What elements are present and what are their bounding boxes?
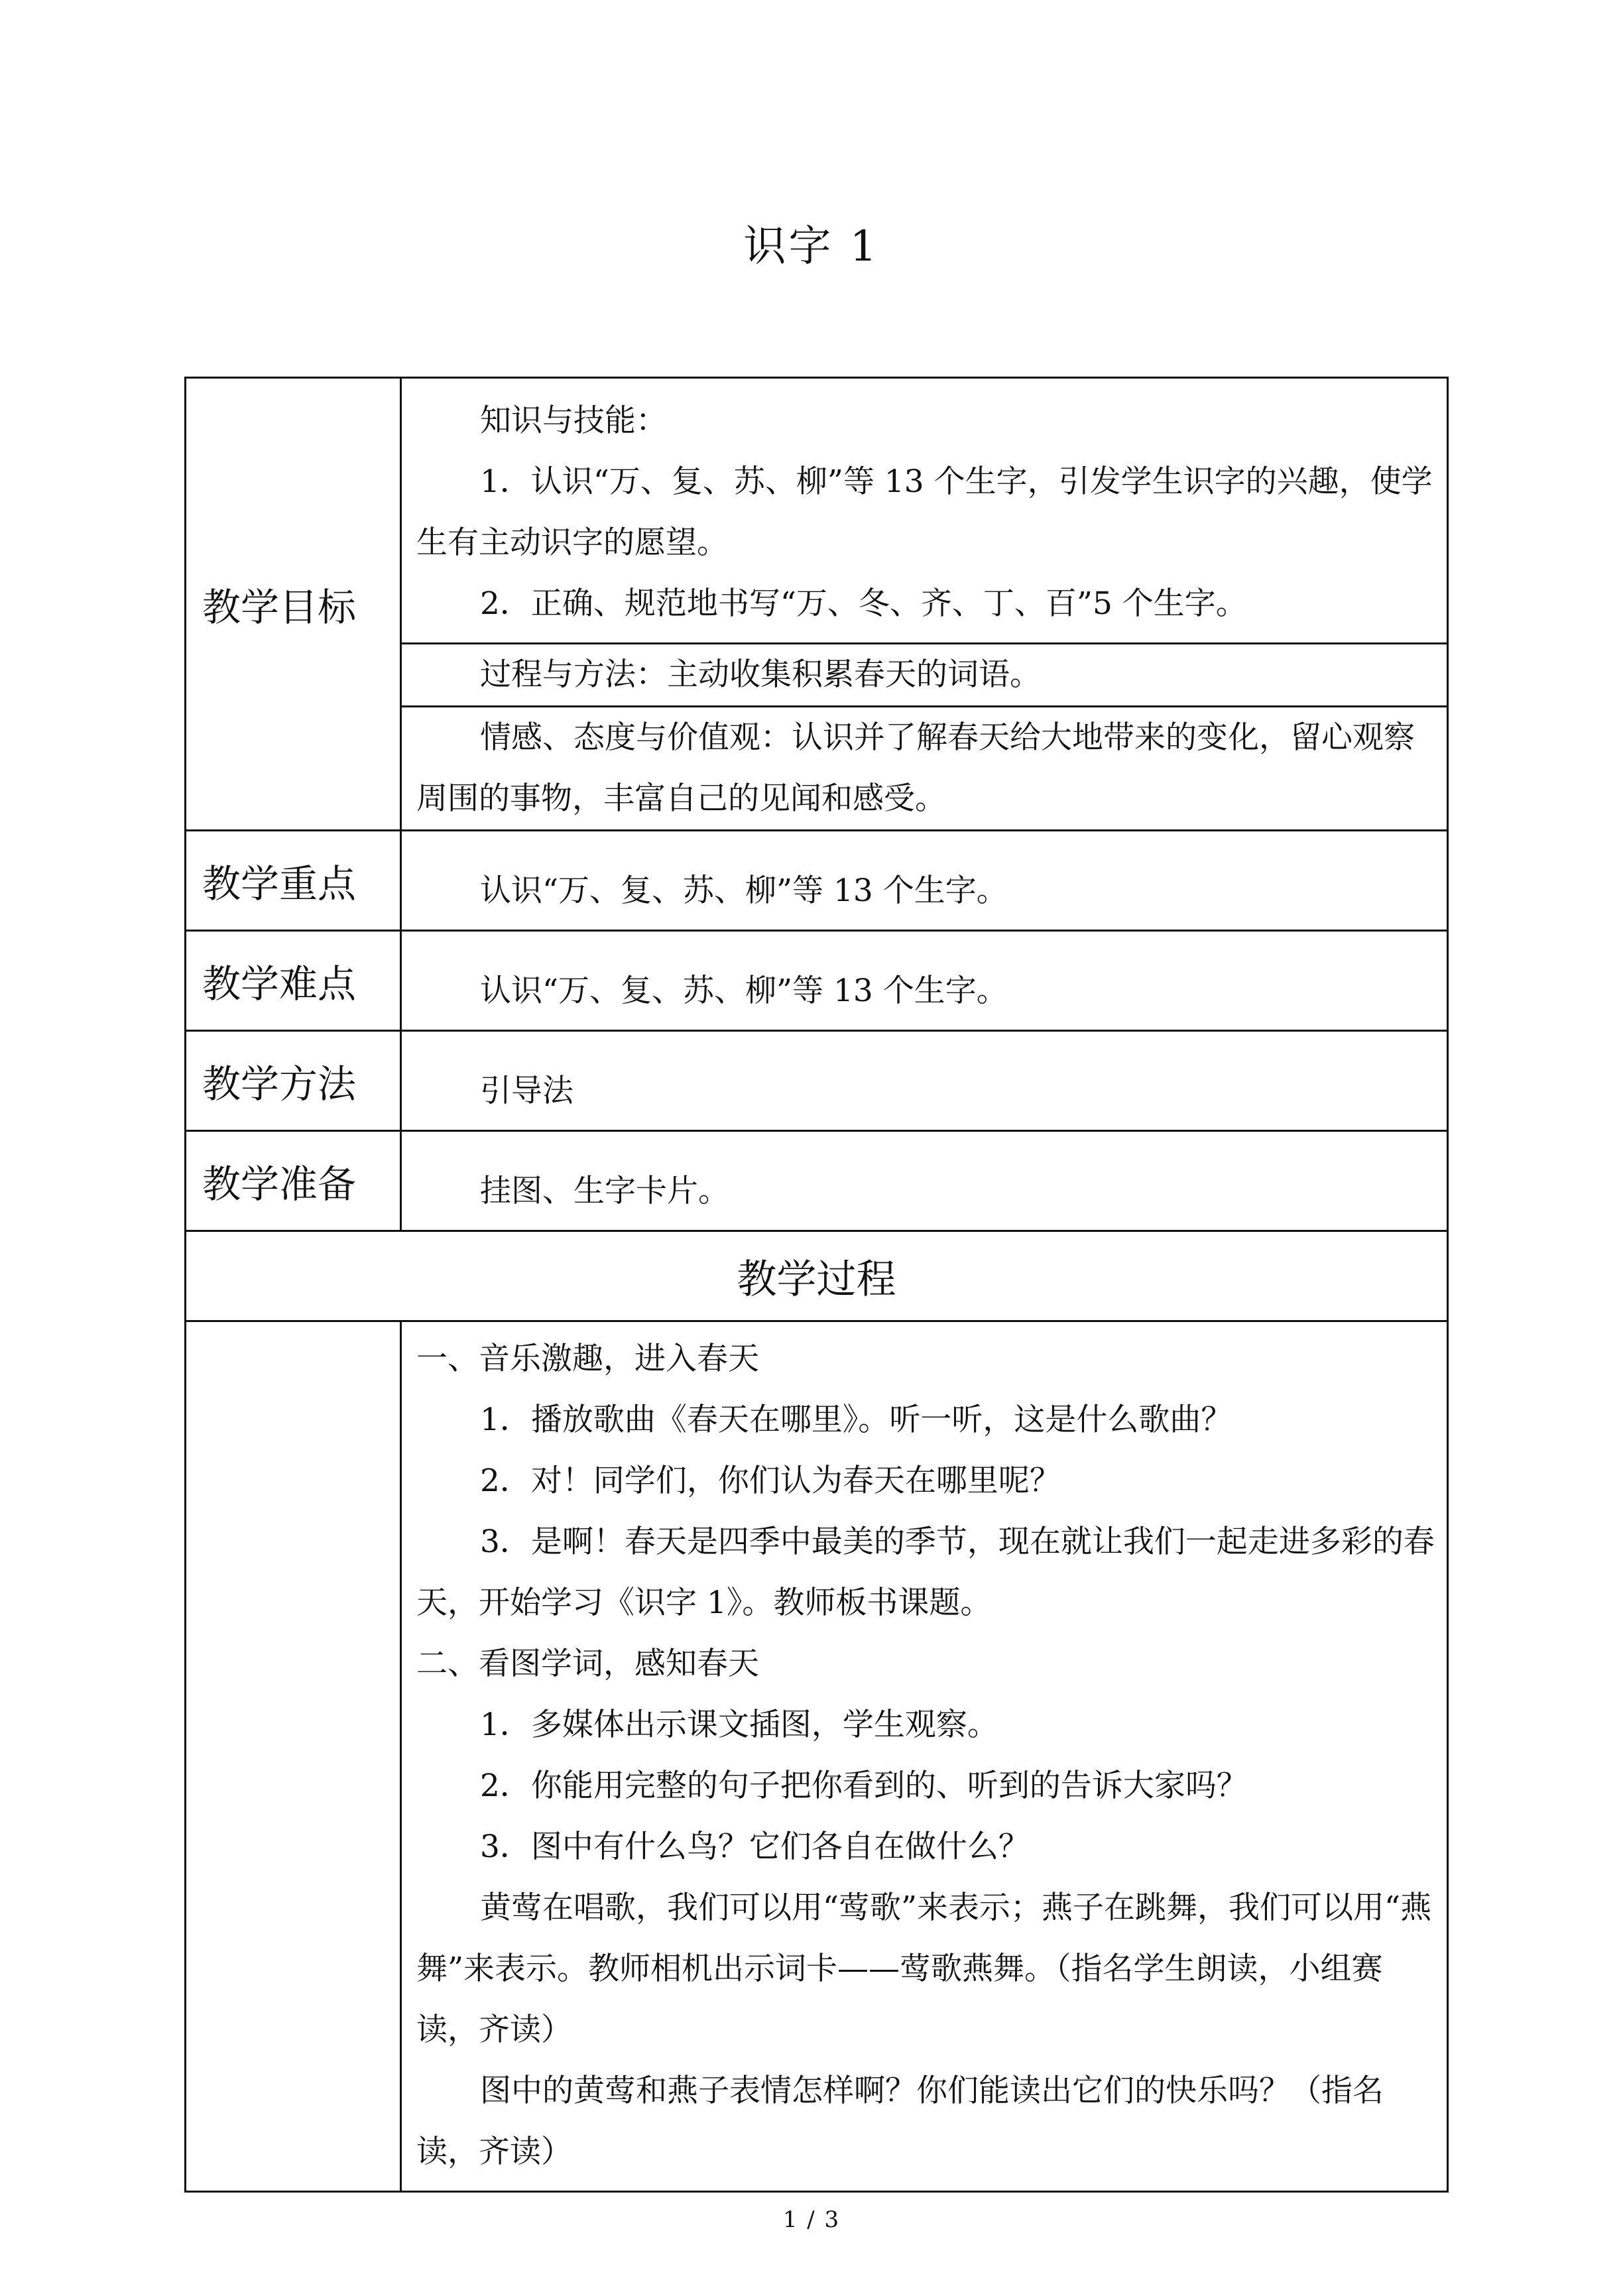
section-1-p1: 1．播放歌曲《春天在哪里》。听一听，这是什么歌曲？ [480, 1402, 1232, 1438]
goals-emotion-cell [401, 707, 1448, 831]
method-row [186, 1031, 1448, 1131]
section-1-p2: 2．对！同学们，你们认为春天在哪里呢？ [480, 1463, 1061, 1499]
process-header: 教学过程 [186, 1231, 1448, 1321]
knowledge-heading: 知识与技能： [480, 402, 667, 439]
goals-row-knowledge [186, 378, 1448, 644]
page-number: 1 / 3 [782, 2206, 841, 2233]
method-label: 教学方法 [186, 1031, 401, 1131]
section-2-p5: 图中的黄莺和燕子表情怎样啊？你们能读出它们的快乐吗？（指名读，齐读） [416, 2073, 1384, 2170]
process-left-cell [186, 1321, 401, 2192]
prep-cell [401, 1131, 1448, 1231]
page-title: 识字 1 [743, 222, 880, 271]
method-text: 引导法 [480, 1073, 573, 1109]
difficulty-cell [401, 931, 1448, 1031]
key-row [186, 831, 1448, 931]
process-header-row [186, 1231, 1448, 1321]
goals-process-cell [401, 644, 1448, 707]
process-body-row [186, 1321, 1448, 2192]
section-1-p3: 3．是啊！春天是四季中最美的季节，现在就让我们一起走进多彩的春天，开始学习《识字 1》。教师板书课题。 [416, 1524, 1435, 1621]
difficulty-row [186, 931, 1448, 1031]
process-method-text: 过程与方法：主动收集积累春天的词语。 [480, 656, 1041, 693]
knowledge-item-1: 1．认识“万、复、苏、柳”等 13 个生字，引发学生识字的兴趣，使学生有主动识字的愿望。 [416, 463, 1433, 561]
emotion-text: 情感、态度与价值观：认识并了解春天给大地带来的变化，留心观察周围的事物，丰富自己的见闻和感受。 [416, 719, 1415, 817]
goals-label: 教学目标 [186, 378, 401, 831]
method-cell [401, 1031, 1448, 1131]
prep-row [186, 1131, 1448, 1231]
difficulty-text: 认识“万、复、苏、柳”等 13 个生字。 [480, 973, 1008, 1009]
difficulty-label: 教学难点 [186, 931, 401, 1031]
knowledge-item-2: 2．正确、规范地书写“万、冬、齐、丁、百”5 个生字。 [480, 585, 1247, 622]
key-cell [401, 831, 1448, 931]
goals-knowledge-cell [401, 378, 1448, 644]
section-1-heading: 一、音乐激趣，进入春天 [416, 1341, 759, 1377]
section-2-p4: 黄莺在唱歌，我们可以用“莺歌”来表示；燕子在跳舞，我们可以用“燕舞”来表示。教师相机出示词卡——莺歌燕舞。（指名学生朗读，小组赛读，齐读） [416, 1890, 1432, 2048]
section-2-p3: 3．图中有什么鸟？它们各自在做什么？ [480, 1829, 1030, 1865]
key-label: 教学重点 [186, 831, 401, 931]
key-text: 认识“万、复、苏、柳”等 13 个生字。 [480, 873, 1008, 909]
prep-label: 教学准备 [186, 1131, 401, 1231]
section-2-heading: 二、看图学词，感知春天 [416, 1646, 759, 1682]
section-2-p1: 1．多媒体出示课文插图，学生观察。 [480, 1707, 998, 1743]
section-2-p2: 2．你能用完整的句子把你看到的、听到的告诉大家吗？ [480, 1768, 1248, 1804]
process-content-cell [401, 1321, 1448, 2192]
prep-text: 挂图、生字卡片。 [480, 1173, 729, 1209]
lesson-plan-table [184, 377, 1449, 2193]
